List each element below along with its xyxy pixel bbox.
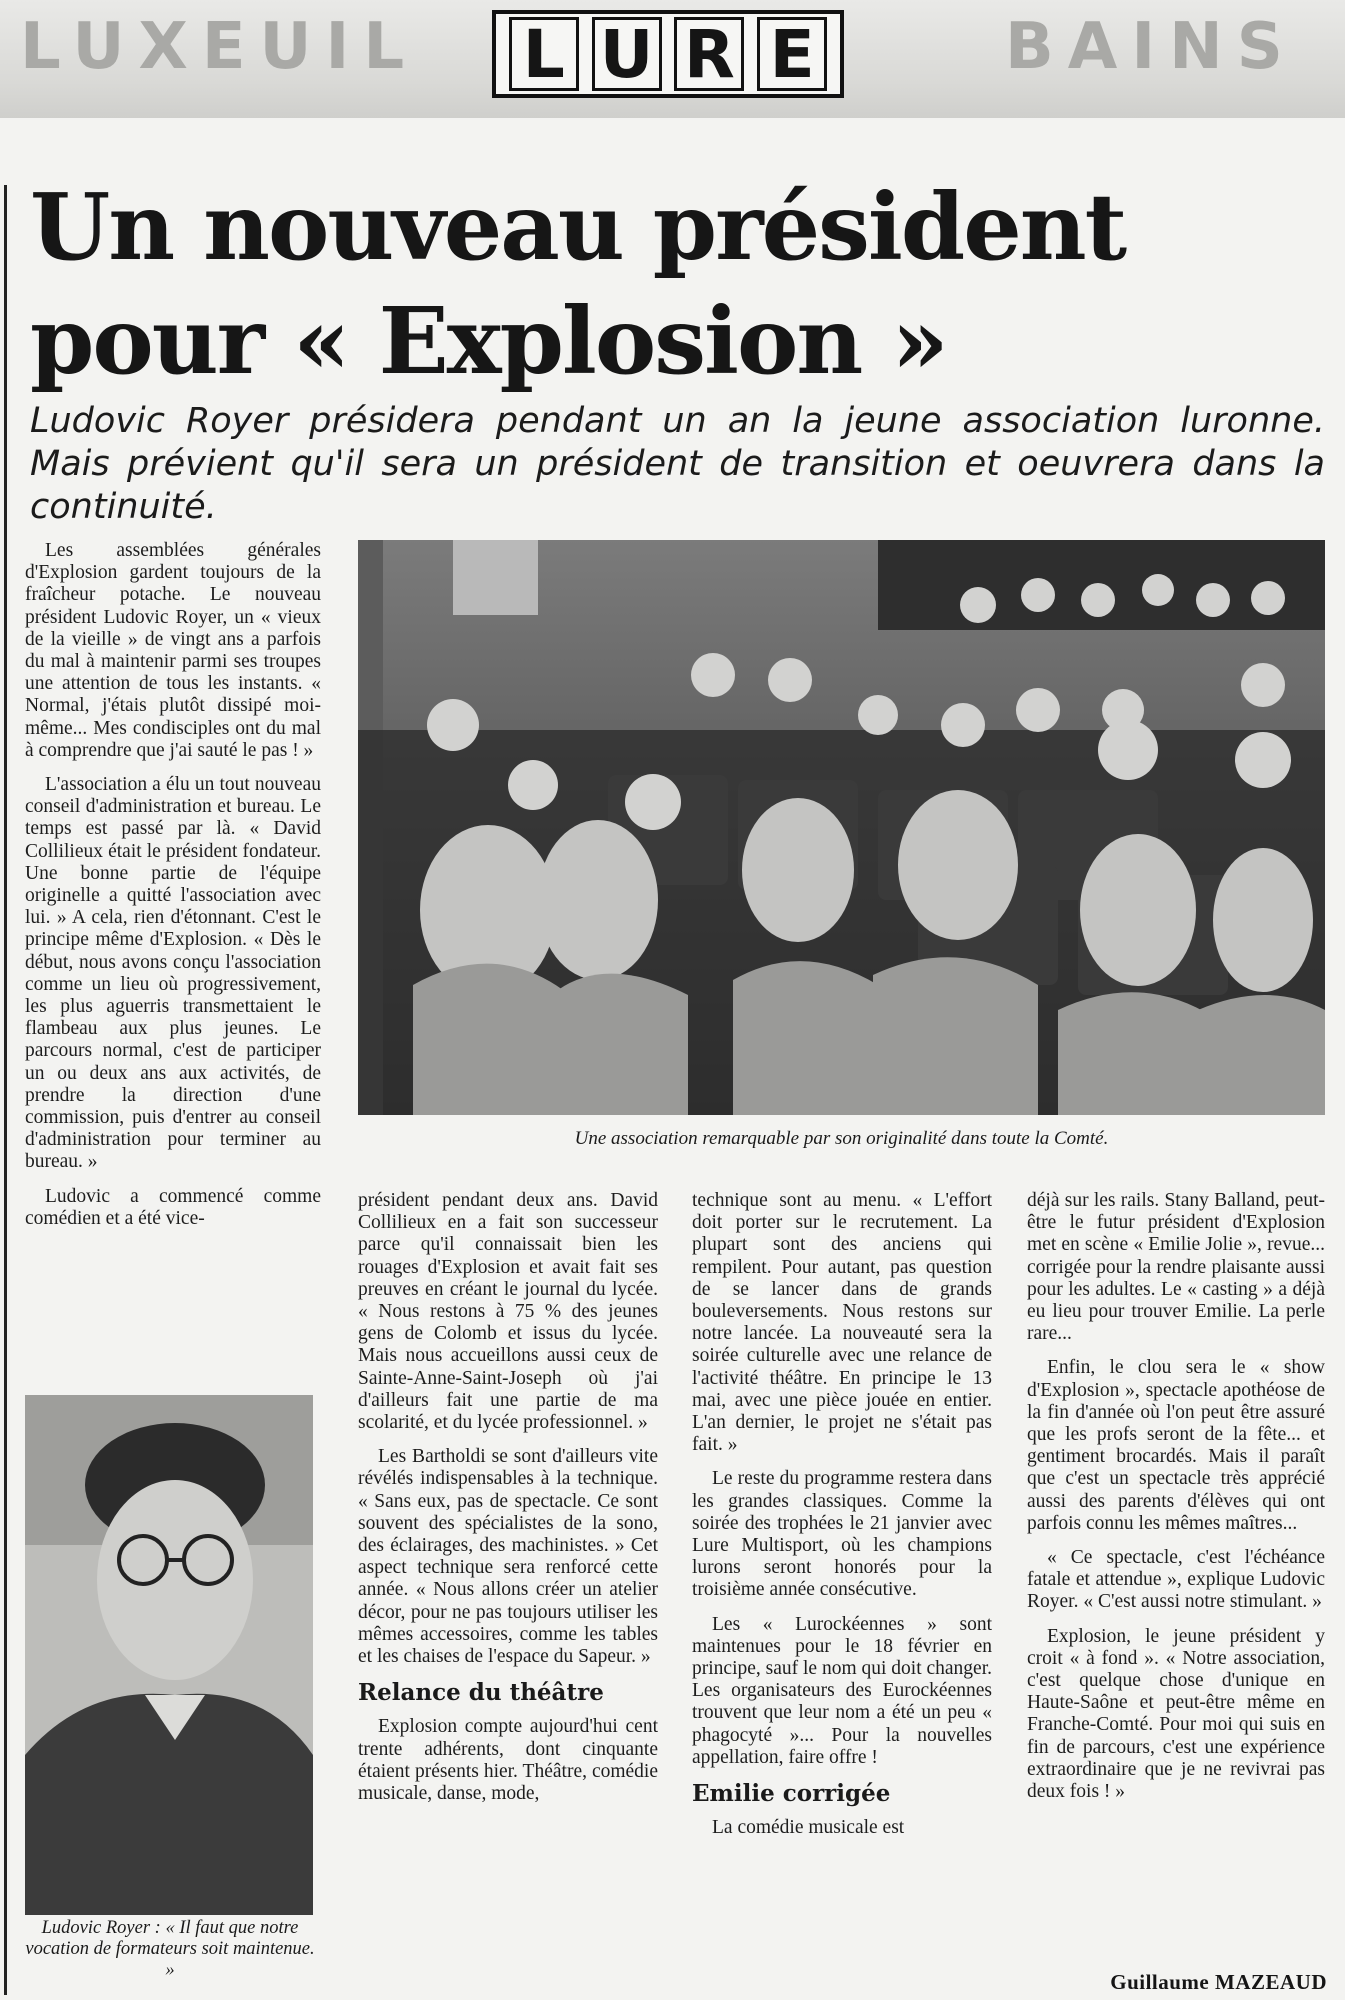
photo-portrait-caption: Ludovic Royer : « Il faut que notre vocation de formateurs soit maintenue. » — [25, 1918, 315, 1980]
paragraph: Les assemblées générales d'Explosion gardent toujours de la fraîcheur potache. Le nouveau président Ludovic Royer, un « vieux de la vieille » de vingt ans a parfois du mal à maintenir parmi ses troupes une attention de tous les instants. « Normal, j'étais plutôt dissipé moi-même... Mes condisciples ont du mal à comprendre que j'ai sauté le pas ! » — [25, 540, 321, 761]
subheading: Relance du théâtre — [358, 1679, 604, 1707]
photo-audience — [358, 540, 1325, 1115]
section-label-letter: U — [592, 17, 662, 91]
paragraph: L'association a élu un tout nouveau conseil d'administration et bureau. Le temps est passé par là. « David Collilieux était le président fondateur. Une bonne partie de l'équipe originelle a quitté l'association avec lui. » A cela, rien d'étonnant. C'est le principe même d'Explosion. « Dès le début, nous avons conçu l'association comme un lieu où progressivement, les plus aguerris transmettaient le flambeau aux plus jeunes. Le parcours normal, c'est de participer un ou deux ans aux activités, de prendre la direction d'une commission, puis d'entrer au conseil d'administration pour terminer au bureau. » — [25, 774, 321, 1173]
paragraph: technique sont au menu. « L'effort doit porter sur le recrutement. La plupart sont des anciens qui rempilent. Pour autant, pas question de se lancer dans de grands bouleversements. Nous restons sur notre lancée. La nouveauté sera la soirée culturelle avec une relance de l'activité théâtre. En principe le 13 mai, avec une pièce jouée en entier. L'an dernier, le projet ne s'était pas fait. » — [692, 1190, 992, 1456]
paragraph: Ludovic a commencé comme comédien et a été vice- — [25, 1185, 321, 1229]
article-column-2 — [358, 1190, 658, 1817]
subheading: Emilie corrigée — [692, 1780, 891, 1808]
photo-audience-image — [358, 540, 1325, 1115]
section-label-letter: R — [674, 17, 744, 91]
paragraph: « Ce spectacle, c'est l'échéance fatale et attendue », explique Ludovic Royer. « C'est aussi notre stimulant. » — [1027, 1547, 1325, 1613]
neighbor-page-left: LUXEUIL — [20, 10, 419, 84]
section-label — [492, 10, 844, 98]
headline: Un nouveau président pour « Explosion » — [30, 173, 1126, 395]
paragraph: La comédie musicale est — [712, 1817, 905, 1839]
byline: Guillaume MAZEAUD — [1110, 1970, 1327, 1994]
paragraph: Les « Lurockéennes » sont maintenues pour le 18 février en principe, sauf le nom qui doit changer. Les organisateurs des Eurockéennes trouvent que leur nom a été un peu « phagocyté »... Pour la nouvelles appellation, faire offre ! — [692, 1613, 993, 1768]
article-column-4 — [1027, 1190, 1325, 1815]
photo-audience-caption: Une association remarquable par son originalité dans toute la Comté. — [574, 1128, 1109, 1149]
photo-portrait-image — [25, 1395, 313, 1915]
article-column-3 — [692, 1190, 992, 1851]
paragraph: Le reste du programme restera dans les grandes classiques. Comme la soirée des trophées le 21 janvier avec Lure Multisport, où les champions lurons seront honorés pour la troisième année consécutive. — [692, 1468, 992, 1601]
photo-portrait — [25, 1395, 313, 1915]
article-left-rule — [4, 185, 7, 1995]
article-column-1 — [25, 540, 321, 1242]
paragraph: Les Bartholdi se sont d'ailleurs vite révélés indispensables à la technique. « Sans eux, pas de spectacle. Ce sont souvent des spécialistes de la sono, des éclairages, des machinistes. » Cet aspect technique sera renforcé cette année. « Nous allons créer un atelier décor, pour ne pas toujours utiliser les mêmes accessoires, comme les tables et les chaises de l'espace du Sapeur. » — [358, 1446, 658, 1668]
neighbor-page-right: BAINS — [1005, 10, 1297, 84]
paragraph: Explosion compte aujourd'hui cent trente adhérents, dont cinquante étaient présents hier. Théâtre, comédie musicale, danse, mode, — [358, 1716, 658, 1805]
paragraph: Enfin, le clou sera le « show d'Explosion », spectacle apothéose de la fin d'année où l'on peut être assuré que les profs seront de la fête... et gentiment brocardés. Mais il paraît que c'est un spectacle très apprécié aussi des parents d'élèves qui ont parfois connu les mêmes maîtres... — [1027, 1357, 1325, 1534]
section-label-letter: L — [509, 17, 579, 91]
paragraph: Explosion, le jeune président y croit « à fond ». « Notre association, c'est quelque chose d'unique en Haute-Saône et peut-être même en Franche-Comté. Pour moi qui suis en fin de parcours, c'est une expérience extraordinaire que je ne revivrai pas deux fois ! » — [1027, 1625, 1325, 1803]
paragraph: président pendant deux ans. David Collilieux en a fait son successeur parce qu'il connaissait bien les rouages d'Explosion et avait fait ses preuves en créant le journal du lycée. « Nous restons à 75 % des jeunes gens de Colomb et issus du lycée. Mais nous accueillons aussi ceux de Sainte-Anne-Saint-Joseph où j'ai d'ailleurs fait une partie de ma scolarité, et du lycée professionnel. » — [358, 1190, 658, 1434]
article-dek: Ludovic Royer présidera pendant un an la jeune association luronne. Mais prévient qu'il sera un président de transition et oeuvrera dans la continuité. — [30, 401, 1325, 527]
paragraph: déjà sur les rails. Stany Balland, peut-être le futur président d'Explosion met en scène « Emilie Jolie », revue... corrigée pour la rendre plaisante aussi pour les adultes. Le « casting » a déjà eu lieu pour trouver Emilie. La perle rare... — [1027, 1190, 1325, 1345]
section-label-letter: E — [757, 17, 827, 91]
